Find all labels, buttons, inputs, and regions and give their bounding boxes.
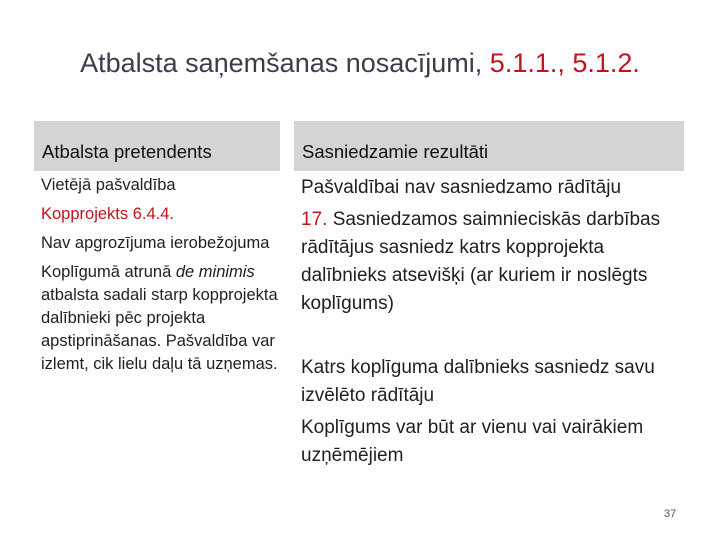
left-column xyxy=(41,174,281,376)
right-column xyxy=(301,174,686,470)
joint-project-label: Kopprojekts 6.4.4. xyxy=(41,205,174,223)
municipality-indicators: Pašvaldībai nav sasniedzamo rādītāju xyxy=(301,177,622,198)
header-results: Sasniedzamie rezultāti xyxy=(294,121,684,171)
chosen-indicator: Katrs koplīguma dalībnieks sasniedz savu izvēlēto rādītāju xyxy=(301,357,655,406)
header-applicants: Atbalsta pretendents xyxy=(34,121,280,171)
point-number: 17. xyxy=(301,209,328,230)
agreement-entrepreneurs: Koplīgums var būt ar vienu vai vairākiem uzņēmējiem xyxy=(301,417,644,466)
applicant-municipality: Vietējā pašvaldība xyxy=(41,176,176,194)
turnover-note: Nav apgrozījuma ierobežojuma xyxy=(41,234,270,252)
de-minimis-rest: atbalsta sadali starp kopprojekta dalībnieki pēc projekta apstiprināšanas. Pašvaldība var izlemt, cik lielu daļu tā uzņemas. xyxy=(41,286,278,373)
slide-title xyxy=(0,48,720,79)
de-minimis-term: de minimis xyxy=(175,263,255,281)
page-number: 37 xyxy=(664,508,677,520)
participant-indicators-text: Sasniedzamos saimnieciskās darbības rādītājus sasniedz katrs kopprojekta dalībnieks atsevišķi (ar kuriem ir noslēgts koplīgums) xyxy=(301,209,661,314)
title-main: Atbalsta saņemšanas nosacījumi, xyxy=(80,48,490,78)
title-accent: 5.1.1., 5.1.2. xyxy=(489,48,640,78)
participant-indicators xyxy=(301,206,686,318)
de-minimis-prefix: Koplīgumā atrunā xyxy=(41,263,176,281)
de-minimis-note xyxy=(41,261,281,376)
